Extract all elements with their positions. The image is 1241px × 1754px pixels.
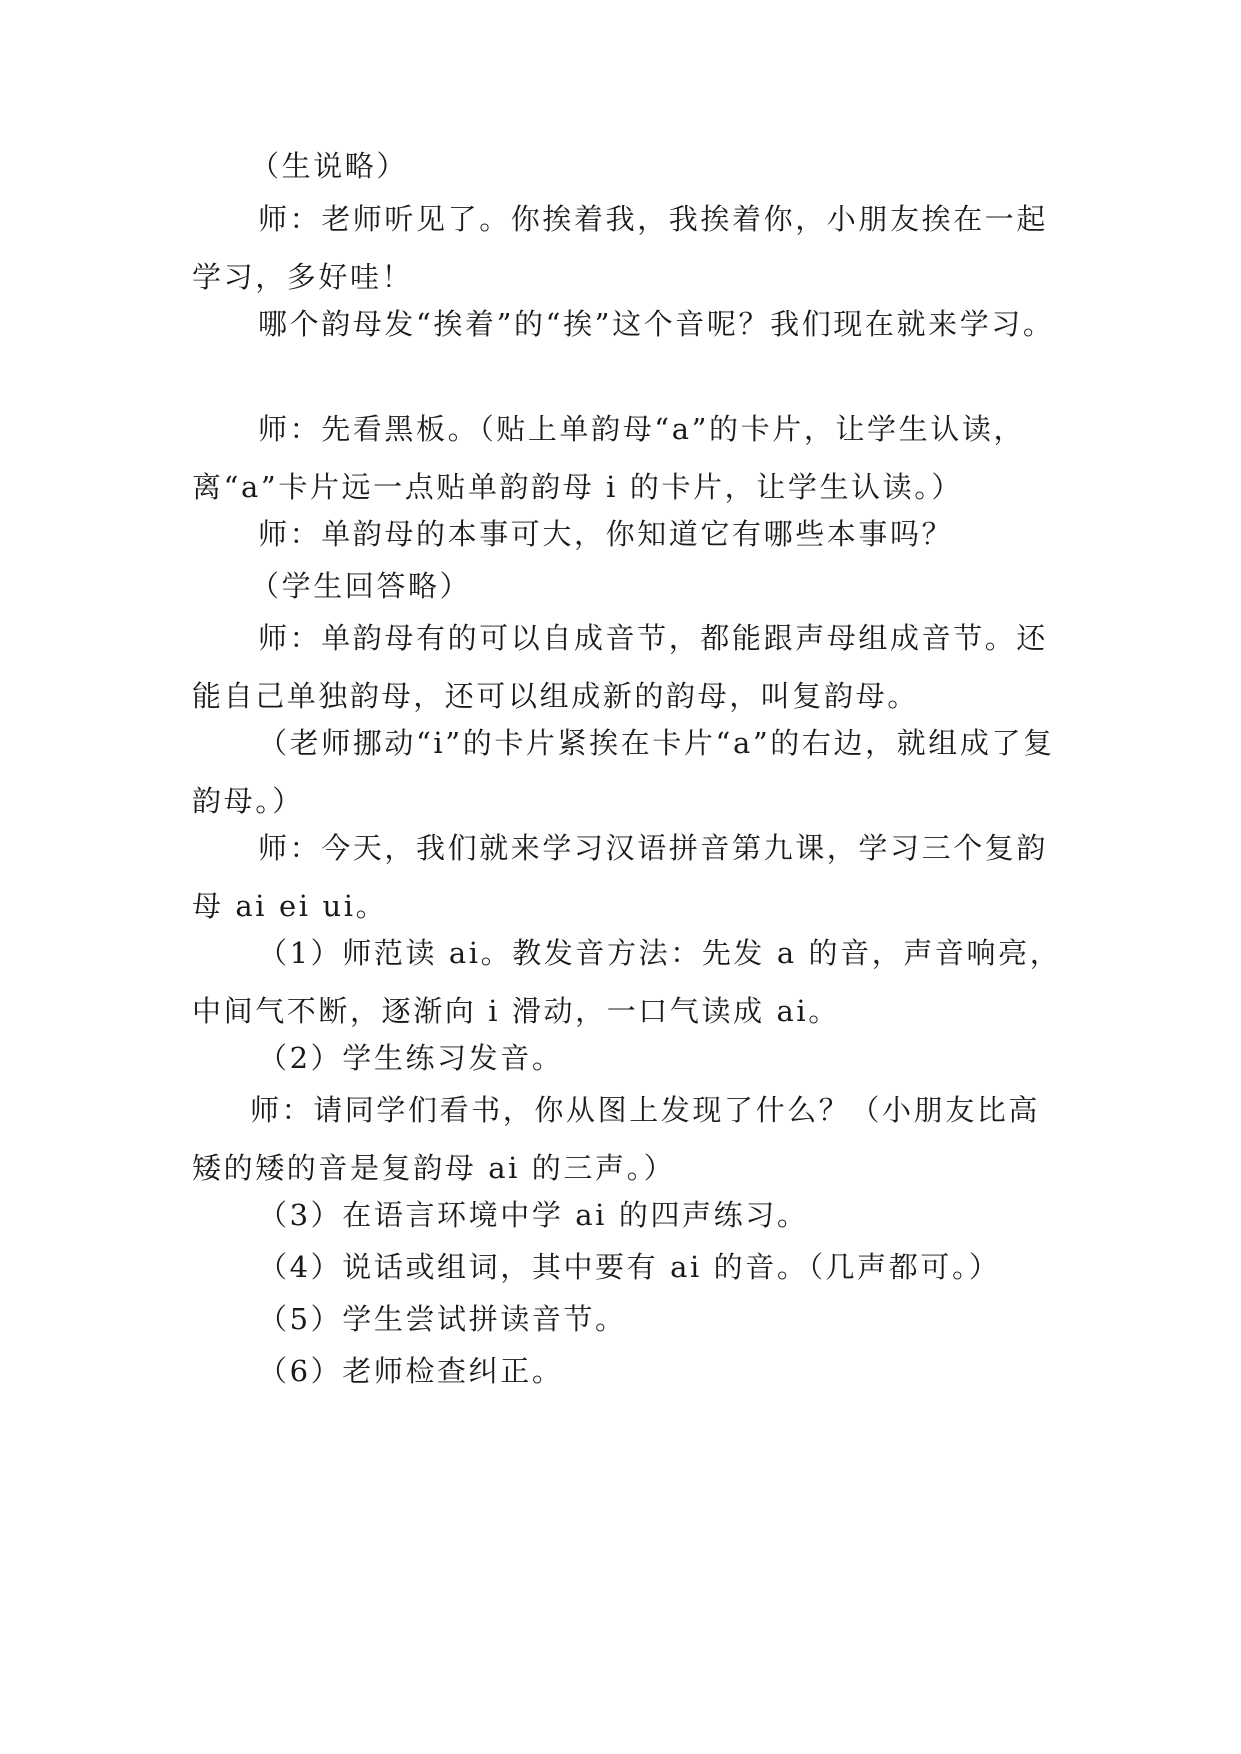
paragraph-lesson-nine: 师：今天，我们就来学习汉语拼音第九课，学习三个复韵母 ai ei ui。 (192, 831, 1049, 923)
paragraph-which-final: 哪个韵母发“挨着”的“挨”这个音呢？我们现在就来学习。 (258, 307, 1055, 341)
paragraph-move-card: （老师挪动“i”的卡片紧挨在卡片“a”的右边，就组成了复韵母。） (192, 726, 1055, 818)
paragraph-student-answers: （学生回答略） (250, 569, 472, 603)
paragraph-look-at-book: 师：请同学们看书，你从图上发现了什么？（小朋友比高矮的矮的音是复韵母 ai 的三声。） (192, 1093, 1041, 1185)
paragraph-step-3: （3）在语言环境中学 ai 的四声练习。 (258, 1198, 809, 1232)
paragraph-student-speaks: （生说略） (250, 149, 409, 183)
paragraph-syllables: 师：单韵母有的可以自成音节，都能跟声母组成音节。还能自己单独韵母，还可以组成新的韵母，叫复韵母。 (192, 621, 1049, 713)
paragraph-step-1: （1）师范读 ai。教发音方法：先发 a 的音，声音响亮，中间气不断，逐渐向 i 滑动，一口气读成 ai。 (192, 936, 1062, 1028)
paragraph-teacher-heard: 师：老师听见了。你挨着我，我挨着你，小朋友挨在一起学习，多好哇！ (192, 202, 1049, 294)
paragraph-step-2: （2）学生练习发音。 (258, 1041, 564, 1075)
paragraph-single-final-skills: 师：单韵母的本事可大，你知道它有哪些本事吗？ (258, 517, 954, 551)
paragraph-blackboard: 师：先看黑板。（贴上单韵母“a”的卡片，让学生认读，离“a”卡片远一点贴单韵韵母 i 的卡片，让学生认读。） (192, 412, 1026, 504)
paragraph-step-4: （4）说话或组词，其中要有 ai 的音。（几声都可。） (258, 1250, 1001, 1284)
paragraph-step-6: （6）老师检查纠正。 (258, 1354, 564, 1388)
paragraph-step-5: （5）学生尝试拼读音节。 (258, 1302, 627, 1336)
